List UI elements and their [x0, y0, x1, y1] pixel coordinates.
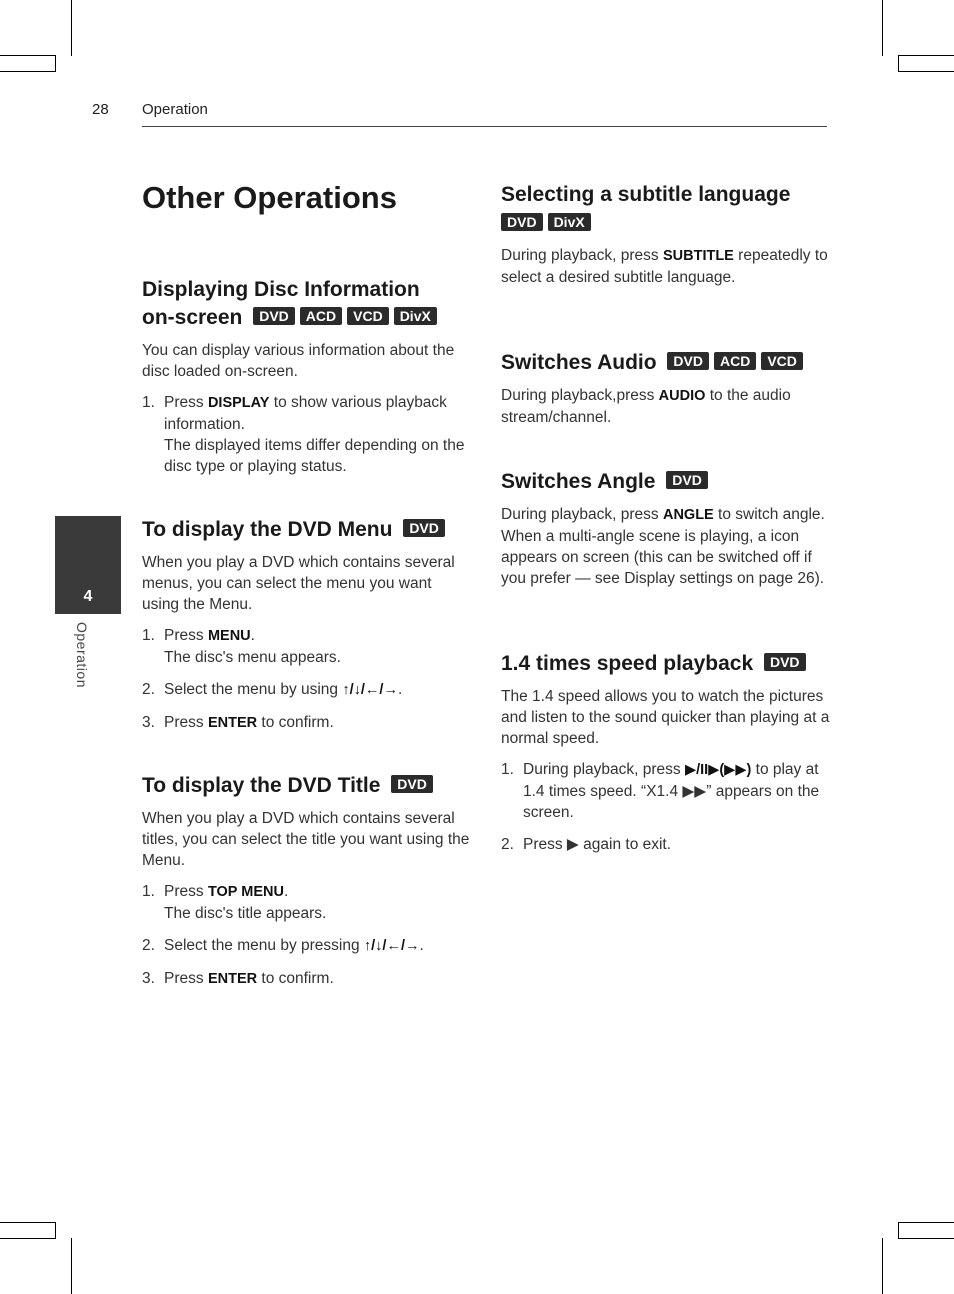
section-dvd-title — [142, 772, 472, 1001]
section-intro: When you play a DVD which contains several titles, you can select the title you want using the Menu. — [142, 810, 470, 869]
section-body: During playback, press ANGLE to switch angle. When a multi-angle scene is playing, a icon appears on screen (this can be switched off if you prefer — see Display settings on page 26). — [501, 506, 825, 587]
badge-vcd: VCD — [347, 307, 389, 325]
badge-dvd: DVD — [403, 519, 445, 537]
crop-mark — [882, 0, 883, 56]
crop-mark — [898, 1222, 899, 1238]
section-heading: To display the DVD Title DVD — [142, 772, 472, 800]
section-heading: To display the DVD Menu DVD — [142, 516, 472, 544]
crop-mark — [898, 71, 954, 72]
section-disc-info — [142, 276, 472, 488]
badge-dvd: DVD — [501, 213, 543, 231]
play-forward-icon: ▶/II▶(▶▶) — [684, 762, 752, 778]
section-body: During playback, press SUBTITLE repeatedly to select a desired subtitle language. — [501, 247, 828, 286]
key-label: MENU — [207, 628, 251, 644]
section-heading: Displaying Disc Information on-screen DVD ACD VCD DivX — [142, 276, 472, 332]
badge-dvd: DVD — [253, 307, 295, 325]
page-number: 28 — [92, 101, 109, 118]
chapter-number: 4 — [83, 588, 93, 605]
key-label: AUDIO — [658, 388, 706, 404]
crop-mark — [71, 0, 72, 56]
badge-divx: DivX — [394, 307, 437, 325]
step-item: 1. Press DISPLAY to show various playback information. The displayed items differ depending on the disc type or playing status. — [142, 394, 465, 476]
disc-type-badges — [248, 304, 437, 332]
crop-mark — [882, 1238, 883, 1294]
section-intro: When you play a DVD which contains several menus, you can select the menu you want using the Menu. — [142, 554, 455, 613]
arrow-keys-icon: ↑/↓/←/→ — [342, 682, 398, 698]
section-title: Operation — [142, 101, 208, 118]
badge-dvd: DVD — [666, 471, 708, 489]
badge-vcd: VCD — [761, 352, 803, 370]
step-item: 2. Select the menu by using ↑/↓/←/→. — [142, 681, 403, 698]
crop-mark — [0, 1238, 56, 1239]
step-item: 3. Press ENTER to confirm. — [142, 970, 334, 987]
header-divider — [142, 126, 827, 127]
step-list — [501, 759, 831, 855]
step-item: 2. Press ▶ again to exit. — [501, 836, 672, 853]
step-item: 2. Select the menu by pressing ↑/↓/←/→. — [142, 937, 424, 954]
disc-type-badges — [501, 213, 831, 235]
crop-mark — [55, 56, 56, 72]
step-list — [142, 392, 472, 477]
crop-mark — [898, 55, 954, 56]
step-item: 1. During playback, press ▶/II▶(▶▶) to play at 1.4 times speed. “X1.4 ▶▶” appears on the screen. — [501, 761, 820, 821]
section-dvd-menu — [142, 516, 472, 745]
section-speed — [501, 650, 831, 866]
crop-mark — [71, 1238, 72, 1294]
crop-mark — [0, 71, 56, 72]
badge-divx: DivX — [548, 213, 591, 231]
key-label: TOP MENU — [207, 884, 284, 900]
arrow-keys-icon: ↑/↓/←/→ — [363, 938, 420, 954]
crop-mark — [898, 1222, 954, 1223]
page-title: Other Operations — [142, 180, 397, 215]
badge-acd: ACD — [714, 352, 756, 370]
key-label: ENTER — [207, 971, 258, 987]
section-intro: The 1.4 speed allows you to watch the pictures and listen to the sound quicker than playing at a normal speed. — [501, 688, 830, 747]
key-label: ENTER — [207, 715, 258, 731]
key-label: DISPLAY — [207, 395, 270, 412]
step-item: 1. Press TOP MENU. The disc's title appears. — [142, 883, 327, 922]
step-list — [142, 625, 472, 734]
crop-mark — [898, 56, 899, 72]
section-intro: You can display various information about the disc loaded on-screen. — [142, 342, 455, 381]
crop-mark — [898, 1238, 954, 1239]
crop-mark — [0, 1222, 56, 1223]
section-body: During playback,press AUDIO to the audio stream/channel. — [501, 387, 791, 426]
section-audio — [501, 349, 831, 428]
key-label: SUBTITLE — [662, 248, 734, 264]
section-heading: Selecting a subtitle language — [501, 183, 791, 206]
badge-acd: ACD — [300, 307, 342, 325]
section-heading: 1.4 times speed playback DVD — [501, 650, 831, 678]
section-heading: Switches Audio DVD ACD VCD — [501, 349, 831, 377]
badge-dvd: DVD — [391, 775, 433, 793]
section-heading: Switches Angle DVD — [501, 468, 831, 496]
badge-dvd: DVD — [667, 352, 709, 370]
step-list — [142, 881, 472, 990]
section-subtitle — [501, 181, 831, 288]
section-angle — [501, 468, 831, 589]
step-item: 1. Press MENU. The disc's menu appears. — [142, 627, 341, 666]
chapter-label: Operation — [74, 622, 90, 688]
badge-dvd: DVD — [764, 653, 806, 671]
step-item: 3. Press ENTER to confirm. — [142, 714, 334, 731]
crop-mark — [55, 1222, 56, 1238]
crop-mark — [0, 55, 56, 56]
key-label: ANGLE — [662, 507, 714, 523]
